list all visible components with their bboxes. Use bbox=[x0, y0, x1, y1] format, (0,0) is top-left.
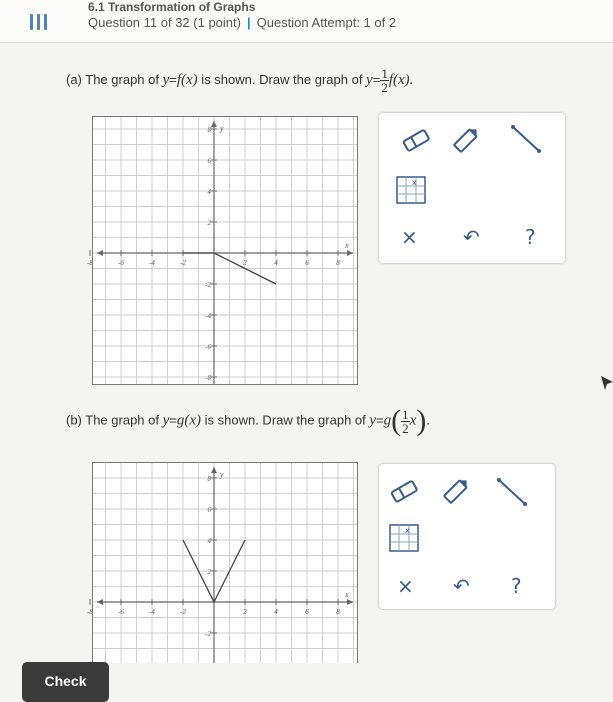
y-tick-label: 6 bbox=[207, 506, 211, 514]
x-axis-arrow bbox=[97, 250, 103, 256]
y-axis-arrow bbox=[211, 121, 217, 127]
x-tick-label: -8 bbox=[87, 259, 93, 267]
help-button[interactable]: ? bbox=[511, 574, 522, 598]
question-label: Question 11 of 32 (1 point) bbox=[88, 15, 241, 30]
y-tick-label: 4 bbox=[207, 537, 211, 545]
y-tick-label: 8 bbox=[207, 126, 211, 134]
pencil-icon[interactable] bbox=[451, 125, 481, 155]
pencil-icon[interactable] bbox=[441, 476, 471, 506]
section-title: 6.1 Transformation of Graphs bbox=[88, 0, 256, 14]
y-tick-label: 8 bbox=[207, 475, 211, 483]
graph-a[interactable] bbox=[87, 116, 358, 385]
eq-y: y bbox=[162, 412, 170, 429]
y-tick-label: -2 bbox=[205, 281, 211, 289]
line-tool-icon[interactable] bbox=[495, 476, 529, 508]
x-tick-label: -6 bbox=[118, 608, 124, 616]
grid-tool-icon[interactable] bbox=[389, 524, 419, 552]
line-tool-icon[interactable] bbox=[509, 123, 543, 155]
y-tick-label: -4 bbox=[205, 312, 211, 320]
part-b-middle: is shown. Draw the graph of bbox=[201, 412, 370, 428]
check-button[interactable]: Check bbox=[22, 662, 109, 702]
part-b-prefix: (b) The graph of bbox=[66, 412, 163, 428]
y-tick-label: 4 bbox=[207, 188, 211, 196]
cursor-icon bbox=[601, 376, 613, 390]
eq-f: f bbox=[176, 71, 182, 88]
eraser-icon[interactable] bbox=[401, 127, 431, 153]
y-tick-label: -6 bbox=[205, 343, 211, 351]
y-axis-label: y bbox=[220, 470, 224, 479]
part-b-question bbox=[66, 404, 430, 438]
x-tick-label: -8 bbox=[87, 608, 93, 616]
y-tick-label: 6 bbox=[207, 157, 211, 165]
paren-open: ( bbox=[391, 404, 402, 437]
y-tick-label: -2 bbox=[205, 630, 211, 638]
frac-num: 1 bbox=[402, 406, 409, 422]
y-tick-label: 2 bbox=[207, 219, 211, 227]
attempt-label: Question Attempt: 1 of 2 bbox=[256, 15, 397, 30]
graph-b[interactable] bbox=[87, 462, 358, 663]
y-axis-label: y bbox=[220, 124, 224, 133]
grid-tool-icon[interactable] bbox=[396, 176, 426, 204]
eq-arg: (x) bbox=[181, 71, 198, 88]
eq-g: g bbox=[176, 412, 185, 429]
fraction-one-half bbox=[380, 67, 389, 94]
undo-button[interactable]: ↶ bbox=[463, 225, 480, 249]
x-tick-label: -2 bbox=[180, 608, 186, 616]
eq2-x: x bbox=[409, 412, 417, 429]
toolbox-b bbox=[378, 463, 556, 610]
eraser-icon[interactable] bbox=[389, 478, 419, 504]
eq2-arg: (x). bbox=[392, 71, 414, 88]
y-tick-label: 2 bbox=[207, 568, 211, 576]
y-tick-label: -8 bbox=[205, 374, 211, 382]
x-tick-label: 4 bbox=[274, 259, 278, 267]
eq2-end: . bbox=[426, 412, 430, 428]
x-tick-label: -4 bbox=[149, 608, 155, 616]
part-a-middle: is shown. Draw the graph of bbox=[197, 71, 367, 87]
eq-y: y bbox=[162, 71, 170, 88]
x-tick-label: 6 bbox=[305, 608, 309, 616]
eq2-equals: = bbox=[376, 412, 384, 428]
svg-text:x: x bbox=[412, 178, 417, 187]
header-bar bbox=[0, 0, 613, 43]
x-axis-arrow bbox=[347, 599, 353, 605]
clear-button[interactable]: × bbox=[397, 574, 414, 598]
part-a-question bbox=[66, 67, 413, 94]
frac-den: 2 bbox=[402, 420, 409, 436]
x-tick-label: 8 bbox=[336, 259, 340, 267]
x-tick-label: 6 bbox=[305, 259, 309, 267]
eq2-equals: = bbox=[372, 71, 381, 87]
x-tick-label: 4 bbox=[274, 608, 278, 616]
svg-text:x: x bbox=[405, 526, 410, 535]
eq-equals: = bbox=[169, 71, 177, 87]
graph-a-canvas[interactable] bbox=[87, 117, 357, 384]
clear-button[interactable]: × bbox=[401, 225, 418, 249]
x-axis-label: x bbox=[345, 241, 349, 250]
frac-num: 1 bbox=[381, 66, 388, 81]
help-button[interactable]: ? bbox=[525, 225, 536, 249]
fraction-one-half bbox=[401, 408, 410, 435]
x-axis-arrow bbox=[97, 599, 103, 605]
x-tick-label: 2 bbox=[243, 259, 247, 267]
eq2-f: f bbox=[388, 71, 393, 88]
separator: | bbox=[246, 15, 251, 30]
eq-equals: = bbox=[169, 412, 177, 428]
x-axis-label: x bbox=[345, 590, 349, 599]
paren-close: ) bbox=[416, 404, 427, 437]
frac-den: 2 bbox=[381, 80, 388, 95]
x-tick-label: -4 bbox=[149, 259, 155, 267]
x-tick-label: -6 bbox=[118, 259, 124, 267]
question-info bbox=[88, 15, 396, 30]
x-tick-label: 2 bbox=[243, 608, 247, 616]
x-tick-label: -2 bbox=[180, 259, 186, 267]
toolbox-a bbox=[378, 112, 566, 264]
eq-arg: (x) bbox=[184, 412, 202, 429]
y-axis-arrow bbox=[211, 467, 217, 473]
graph-b-canvas[interactable] bbox=[87, 463, 357, 663]
x-axis-arrow bbox=[347, 250, 353, 256]
part-a-prefix: (a) The graph of bbox=[66, 71, 163, 87]
eq2-g: g bbox=[383, 412, 392, 429]
menu-icon[interactable] bbox=[30, 14, 52, 30]
eq2-y: y bbox=[366, 71, 373, 88]
undo-button[interactable]: ↶ bbox=[453, 574, 470, 598]
x-tick-label: 8 bbox=[336, 608, 340, 616]
eq2-y: y bbox=[369, 412, 377, 429]
